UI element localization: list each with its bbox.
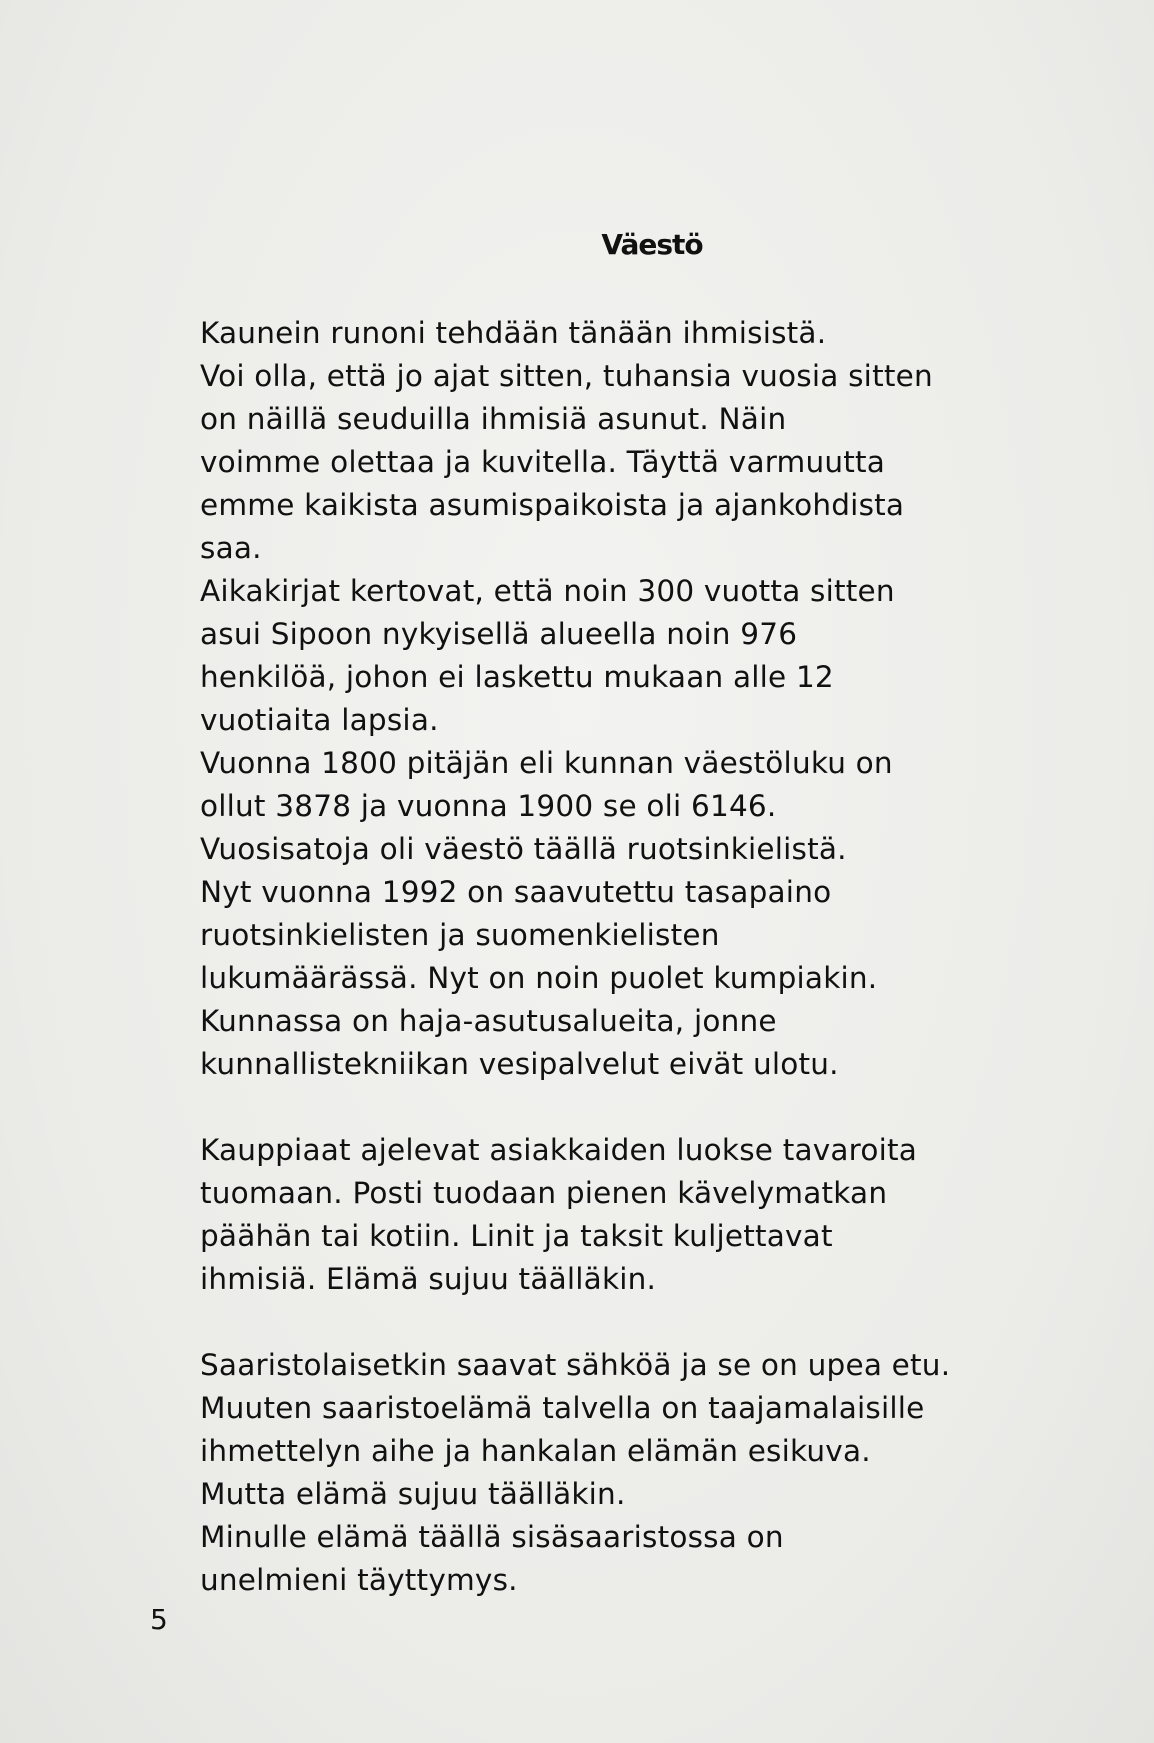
paragraph-spacer [200, 1086, 1080, 1129]
text-line: ollut 3878 ja vuonna 1900 se oli 6146. [200, 789, 777, 823]
paragraph-5 [200, 1000, 1080, 1086]
text-line: emme kaikista asumispaikoista ja ajankohdista [200, 488, 905, 522]
text-line: Mutta elämä sujuu täälläkin. [200, 1477, 626, 1511]
text-line: on näillä seuduilla ihmisiä asunut. Näin [200, 402, 787, 436]
text-line: päähän tai kotiin. Linit ja taksit kuljettavat [200, 1219, 833, 1253]
text-line: kunnallistekniikan vesipalvelut eivät ulotu. [200, 1047, 839, 1081]
text-line: Kaunein runoni tehdään tänään ihmisistä. [200, 316, 827, 350]
text-line: Minulle elämä täällä sisäsaaristossa on [200, 1520, 784, 1554]
page-title: Väestö [601, 228, 703, 261]
text-line: Vuonna 1800 pitäjän eli kunnan väestöluku on [200, 746, 893, 780]
text-line: ihmisiä. Elämä sujuu täälläkin. [200, 1262, 657, 1296]
paragraph-6 [200, 1129, 1080, 1301]
paragraph-3 [200, 742, 1080, 828]
text-line: Voi olla, että jo ajat sitten, tuhansia vuosia sitten [200, 359, 933, 393]
text-line: Muuten saaristoelämä talvella on taajamalaisille [200, 1391, 925, 1425]
text-line: Vuosisatoja oli väestö täällä ruotsinkielistä. [200, 832, 847, 866]
text-line: ruotsinkielisten ja suomenkielisten [200, 918, 720, 952]
paragraph-7 [200, 1344, 1080, 1516]
text-line: vuotiaita lapsia. [200, 703, 439, 737]
text-line: henkilöä, johon ei laskettu mukaan alle 12 [200, 660, 834, 694]
text-line: asui Sipoon nykyisellä alueella noin 976 [200, 617, 798, 651]
text-line: lukumäärässä. Nyt on noin puolet kumpiakin. [200, 961, 878, 995]
page-number: 5 [150, 1603, 168, 1636]
body-text [200, 312, 1080, 1602]
paragraph-1 [200, 312, 1080, 570]
text-line: Nyt vuonna 1992 on saavutettu tasapaino [200, 875, 832, 909]
paragraph-8 [200, 1516, 1080, 1602]
paragraph-spacer [200, 1301, 1080, 1344]
text-line: unelmieni täyttymys. [200, 1563, 518, 1597]
text-line: Kauppiaat ajelevat asiakkaiden luokse tavaroita [200, 1133, 918, 1167]
text-line: Saaristolaisetkin saavat sähköä ja se on upea etu. [200, 1348, 951, 1382]
text-line: ihmettelyn aihe ja hankalan elämän esikuva. [200, 1434, 871, 1468]
text-line: voimme olettaa ja kuvitella. Täyttä varmuutta [200, 445, 886, 479]
text-line: Aikakirjat kertovat, että noin 300 vuotta sitten [200, 574, 895, 608]
text-line: saa. [200, 531, 262, 565]
text-line: Kunnassa on haja-asutusalueita, jonne [200, 1004, 777, 1038]
paragraph-2 [200, 570, 1080, 742]
text-line: tuomaan. Posti tuodaan pienen kävelymatkan [200, 1176, 888, 1210]
paragraph-4 [200, 828, 1080, 1000]
